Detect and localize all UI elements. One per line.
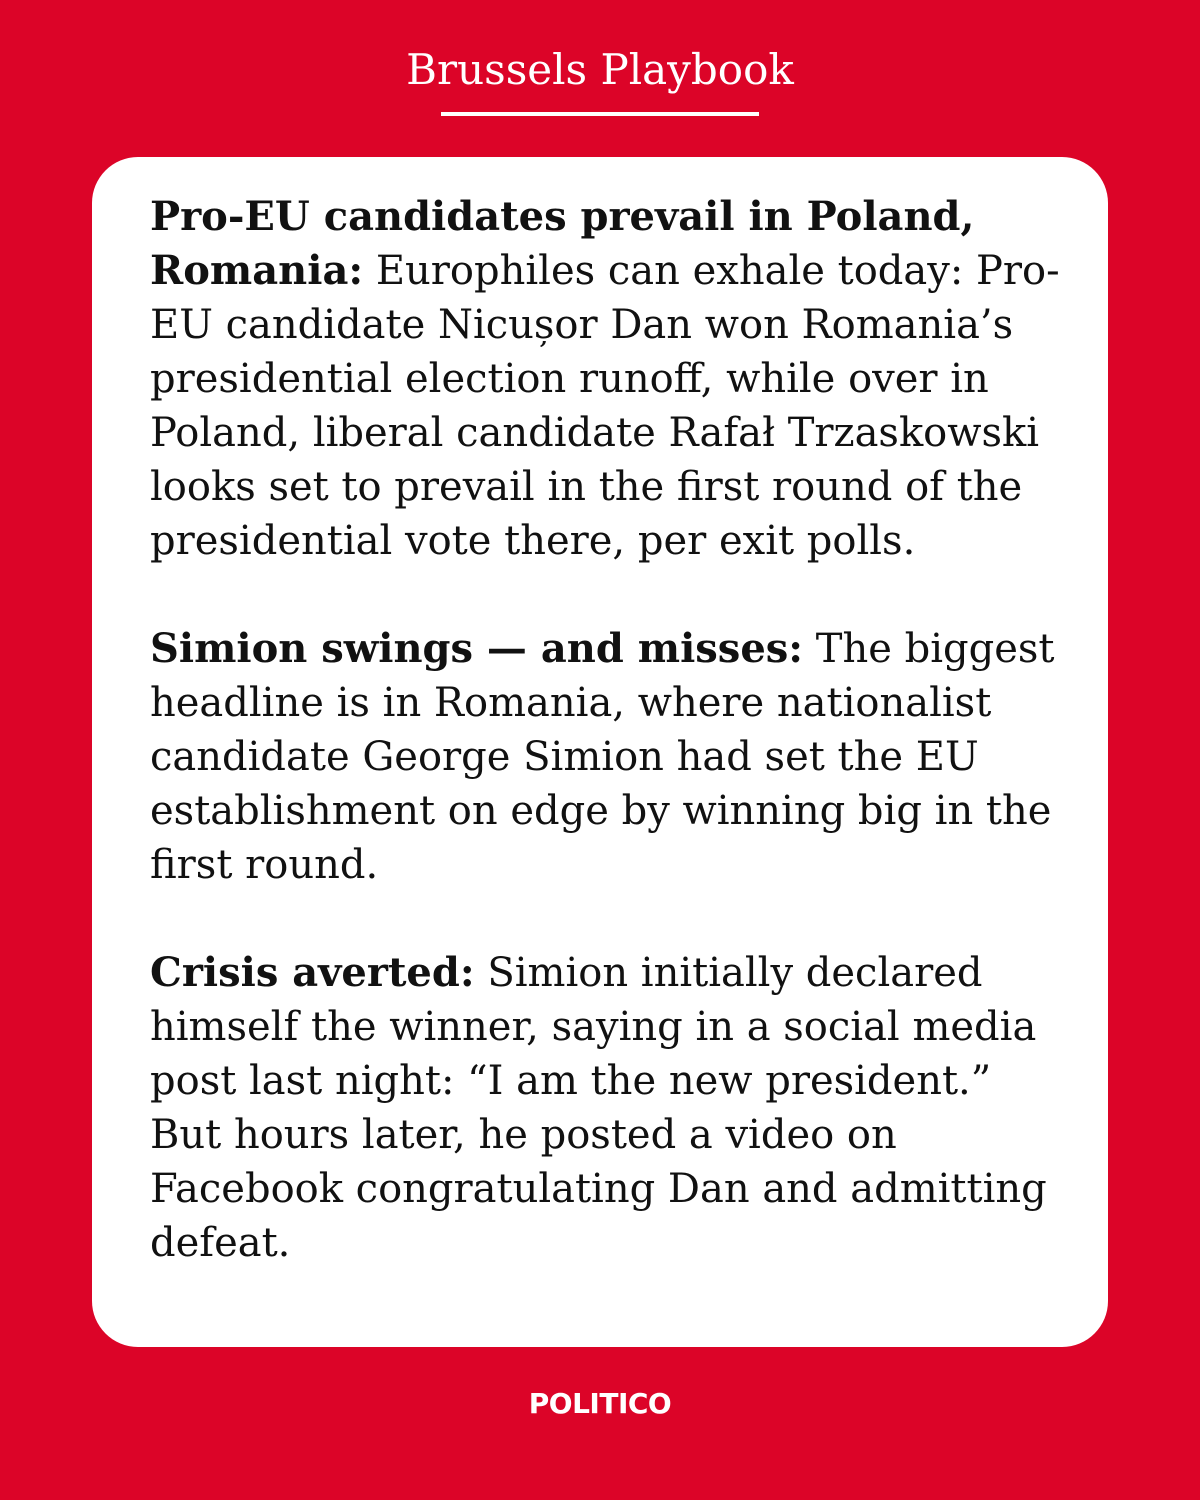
- paragraph-lead: Crisis averted:: [150, 949, 475, 996]
- title-underline: [441, 112, 759, 116]
- paragraph-crisis: [150, 946, 1070, 1270]
- content-card: [92, 157, 1108, 1347]
- paragraph-text: Europhiles can exhale today: Pro-EU candidate Nicușor Dan won Romania’s presidential election runoff, while over in Poland, liberal candidate Rafał Trzaskowski looks set to prevail in the first round of the presidential vote there, per exit polls.: [150, 248, 1060, 564]
- page-title: Brussels Playbook: [406, 45, 794, 94]
- paragraph-text: The biggest headline is in Romania, where nationalist candidate George Simion had set the EU establishment on edge by winning big in the first round.: [150, 626, 1055, 888]
- paragraph-lead: Pro-EU candidates prevail in Poland, Romania:: [150, 193, 975, 294]
- brand-logo: POLITICO: [528, 1387, 672, 1420]
- paragraph-text: Simion initially declared himself the winner, saying in a social media post last night: “I am the new president.” But hours later, he posted a video on Facebook congratulating Dan and admitting defeat.: [150, 950, 1047, 1266]
- paragraph-simion: [150, 622, 1070, 892]
- paragraph-lead: Simion swings — and misses:: [150, 625, 804, 672]
- card-body: [150, 190, 1070, 1270]
- paragraph-elections: [150, 190, 1070, 568]
